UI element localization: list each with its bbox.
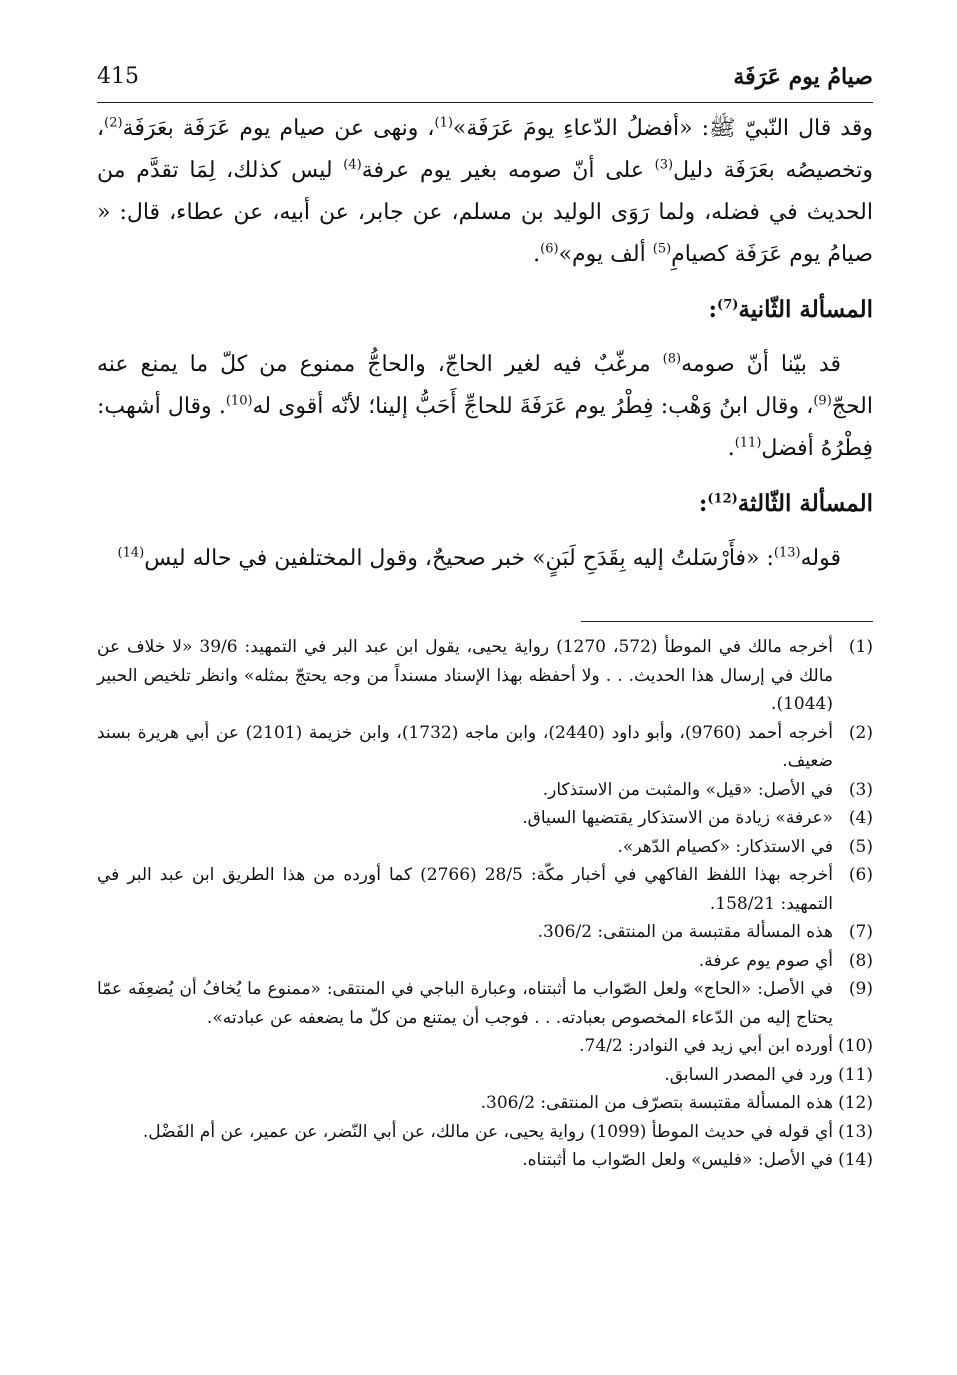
text-run: ، وقال ابنُ وَهْب: فِطْرُ يوم عَرَفَةَ للحاجِّ أَحَبُّ إلينا؛ لأنّه أقوى له bbox=[252, 394, 814, 419]
footnote-ref-14: (14) bbox=[117, 545, 145, 561]
footnote-item bbox=[97, 804, 873, 833]
footnote-item bbox=[97, 1032, 873, 1061]
footnote-ref-10: (10) bbox=[225, 393, 253, 409]
heading-title: المسألة الثّانية bbox=[738, 296, 873, 323]
paragraph-1 bbox=[97, 108, 873, 276]
footnote-number: (14) bbox=[838, 1150, 873, 1170]
main-text bbox=[97, 108, 873, 580]
text-run: . bbox=[727, 436, 735, 461]
footnote-item bbox=[97, 947, 873, 976]
footnote-ref-3: (3) bbox=[654, 157, 674, 173]
paragraph-3 bbox=[97, 538, 873, 580]
footnote-number: (8) bbox=[848, 950, 873, 971]
footnote-item bbox=[97, 861, 873, 918]
footnote-item bbox=[97, 776, 873, 805]
footnote-number: (3) bbox=[848, 779, 873, 800]
footnote-item bbox=[97, 633, 873, 719]
footnote-number: (10) bbox=[838, 1036, 873, 1056]
text-run: وقد قال النّبيّ ﷺ: «أفضلُ الدّعاءِ يومَ عَرَفَة» bbox=[452, 116, 873, 141]
footnote-ref-5: (5) bbox=[652, 241, 672, 257]
footnote-text: أي صوم يوم عرفة. bbox=[698, 950, 833, 971]
footnote-ref-8: (8) bbox=[662, 351, 682, 367]
heading-title: المسألة الثّالثة bbox=[737, 490, 873, 517]
heading-colon: : bbox=[698, 490, 708, 517]
text-run: . وقال أشهب: فِطْرُهُ أفضل bbox=[97, 394, 873, 461]
footnote-number: (6) bbox=[848, 865, 873, 885]
footnote-number: (1) bbox=[848, 637, 873, 657]
footnote-text: ورد في المصدر السابق. bbox=[664, 1064, 833, 1085]
text-run: قد بيّنا أنّ صومه bbox=[681, 352, 841, 377]
text-run: مرغّبٌ فيه لغير الحاجّ، والحاجُّ ممنوع من كلّ ما يمنع عنه الحجّ bbox=[97, 352, 873, 419]
text-run: ألف يوم» bbox=[558, 242, 653, 267]
footnote-text: في الاستذكار: «كصيام الدّهر». bbox=[617, 836, 833, 857]
footnote-ref-2: (2) bbox=[104, 115, 123, 131]
footnote-number: (11) bbox=[838, 1064, 873, 1085]
footnote-item bbox=[97, 918, 873, 947]
footnote-text: أخرجه مالك في الموطأ (572، 1270) رواية يحيى، يقول ابن عبد البر في التمهيد: 39/6 «لا خلاف عن مالك في إرسال هذا الحديث. . . ولا أحفظه بهذا الإسناد مسنداً من وجه يحتجّ بمثله» وانظر تلخيص الحبير (1044). bbox=[97, 637, 834, 714]
footnote-text: في الأصل: «فليس» ولعل الصّواب ما أثبتناه. bbox=[522, 1150, 833, 1170]
page-header bbox=[97, 62, 873, 103]
text-run: قوله bbox=[800, 546, 841, 571]
text-run: على أنّ صومه بغير يوم عرفة bbox=[361, 158, 655, 183]
footnote-item bbox=[97, 1061, 873, 1090]
footnote-ref-12: (12) bbox=[707, 491, 738, 507]
footnote-number: (4) bbox=[848, 808, 873, 828]
footnote-text: أورده ابن أبي زيد في النوادر: 74/2. bbox=[579, 1036, 833, 1056]
text-run: . bbox=[533, 242, 541, 267]
section-heading-2 bbox=[97, 288, 873, 332]
text-run: : «فأَرْسَلتُ إليه بِقَدَحِ لَبَنٍ» خبر صحيحٌ، وقول المختلفين في حاله ليس bbox=[144, 546, 774, 571]
footnotes bbox=[97, 633, 873, 1175]
footnote-number: (5) bbox=[848, 836, 873, 857]
footnote-text: هذه المسألة مقتبسة بتصرّف من المنتقى: 306/2. bbox=[480, 1093, 833, 1113]
footnote-ref-9: (9) bbox=[813, 393, 832, 409]
footnote-text: في الأصل: «الحاج» ولعل الصّواب ما أثبتناه، وعبارة الباجي في المنتقى: «ممنوع ما يُخافُ أن يُضعِفَه عمّا يحتاج إليه من الدّعاء المخصوص بعبادته. . . فوجب أن يمتنع من كلّ ما يضعفه عن عبادته». bbox=[97, 979, 833, 1028]
footnote-text: أخرجه أحمد (9760)، وأبو داود (2440)، وابن ماجه (1732)، وابن خزيمة (2101) عن أبي هريرة بسند ضعيف. bbox=[97, 722, 833, 771]
footnote-item bbox=[97, 1089, 873, 1118]
text-run: ، ونهى عن صيام يوم عَرَفَة بعَرَفَة bbox=[122, 116, 435, 141]
running-title: صيامُ يوم عَرَفَة bbox=[733, 64, 873, 90]
footnote-item bbox=[97, 1146, 873, 1175]
footnote-number: (7) bbox=[848, 922, 873, 942]
text-run: ، وتخصيصُه بعَرَفَة دليل bbox=[97, 116, 873, 183]
footnote-ref-6: (6) bbox=[540, 241, 559, 257]
footnote-item bbox=[97, 719, 873, 776]
footnote-ref-11: (11) bbox=[734, 435, 762, 451]
heading-colon: : bbox=[708, 296, 718, 323]
footnote-text: في الأصل: «قيل» والمثبت من الاستذكار. bbox=[542, 779, 833, 800]
footnote-ref-1: (1) bbox=[434, 115, 453, 131]
paragraph-2 bbox=[97, 344, 873, 470]
page-number: 415 bbox=[97, 64, 139, 89]
footnote-number: (13) bbox=[838, 1121, 873, 1142]
footnote-divider bbox=[581, 621, 873, 622]
footnote-item bbox=[97, 975, 873, 1032]
footnote-text: أخرجه بهذا اللفظ الفاكهي في أخبار مكّة: 28/5 (2766) كما أورده من هذا الطريق ابن عبد البر في التمهيد: 158/21. bbox=[97, 865, 833, 914]
footnote-text: «عرفة» زيادة من الاستذكار يقتضيها السياق. bbox=[522, 808, 833, 828]
footnote-item bbox=[97, 1118, 873, 1147]
footnote-ref-7: (7) bbox=[717, 297, 739, 313]
section-heading-3 bbox=[97, 482, 873, 526]
footnote-item bbox=[97, 833, 873, 862]
footnote-ref-4: (4) bbox=[343, 157, 362, 173]
footnote-number: (2) bbox=[848, 722, 873, 743]
footnote-text: هذه المسألة مقتبسة من المنتقى: 306/2. bbox=[537, 922, 833, 942]
footnote-number: (9) bbox=[848, 979, 873, 999]
text-run: ليس كذلك، لِمَا تقدَّم من الحديث في فضله، ولما رَوَى الوليد بن مسلم، عن جابر، عن أبيه، عن عطاء، قال: « صيامُ يوم عَرَفَة كصيامِ bbox=[97, 158, 873, 267]
footnote-ref-13: (13) bbox=[773, 545, 801, 561]
footnote-text: أي قوله في حديث الموطأ (1099) رواية يحيى، عن مالك، عن أبي النّضر، عن عمير، عن أم الفَضْل. bbox=[142, 1121, 833, 1142]
footnote-number: (12) bbox=[838, 1093, 873, 1113]
